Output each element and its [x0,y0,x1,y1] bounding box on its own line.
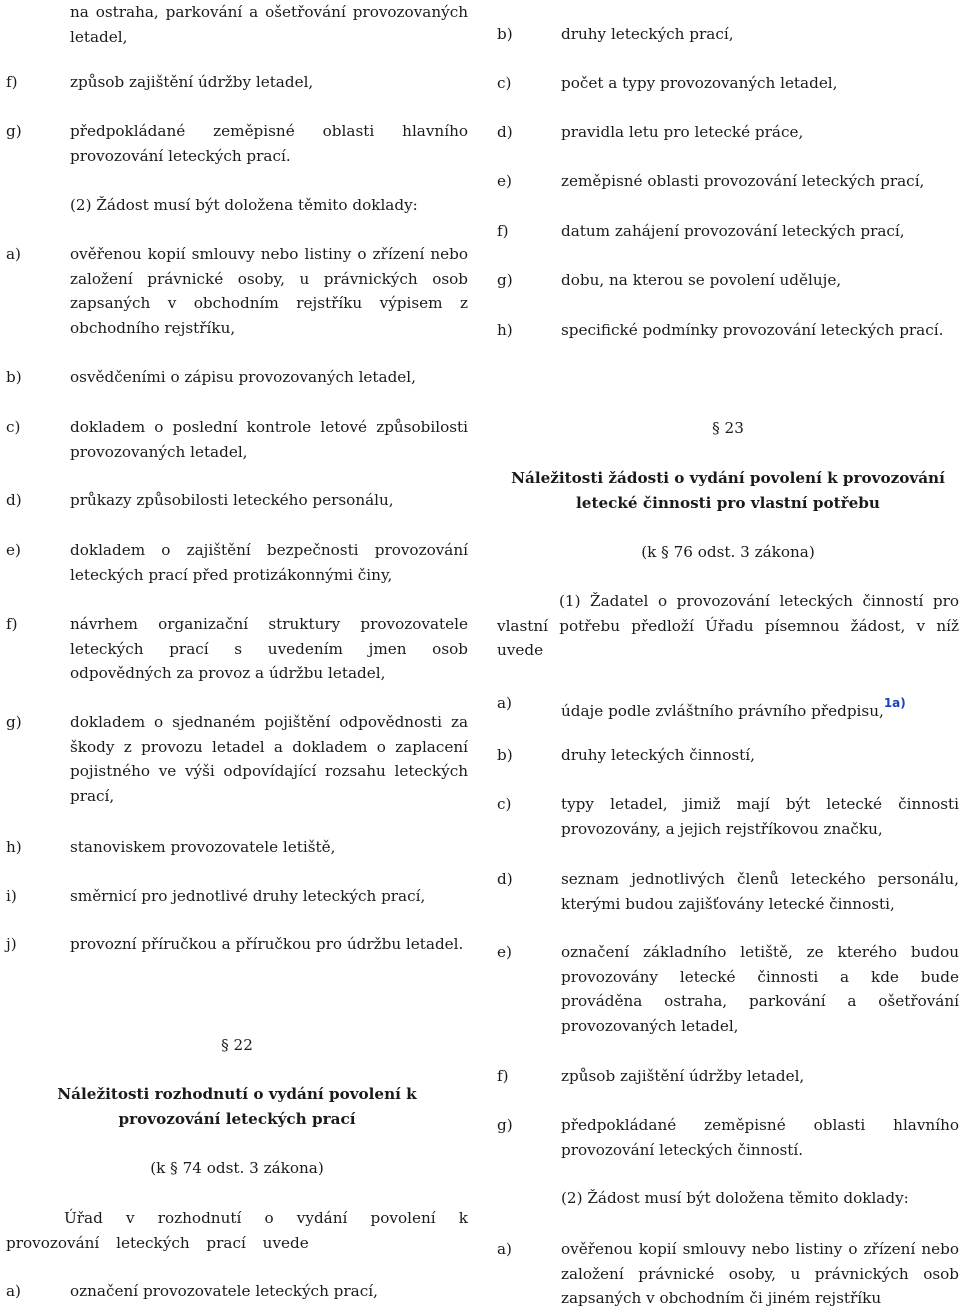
list-item [497,1064,959,1089]
list-item-letter: g) [497,271,513,289]
list-item [6,488,468,513]
list-item [6,538,468,587]
list-item-text: seznam jednotlivých členů leteckého personálu, kterými budou zajišťovány letecké činnosti, [561,870,959,913]
list-item-text: dobu, na kterou se povolení uděluje, [561,271,842,289]
list-item-letter: f) [6,73,18,91]
list-item [497,867,959,916]
list-item-text: počet a typy provozovaných letadel, [561,74,838,92]
list-item-text: označení základního letiště, ze kterého budou provozovány letecké činnosti a kde bude prováděna ostraha, parkování a ošetřování provozovaných letadel, [561,943,959,1035]
list-item-letter: c) [6,418,21,436]
list-item [6,710,468,808]
list-item-text: předpokládané zeměpisné oblasti hlavního provozování leteckých prací. [70,122,468,165]
list-item-letter: b) [6,368,22,386]
list-item-text: typy letadel, jimiž mají být letecké činnosti provozovány, a jejich rejstříkovou značku, [561,795,959,838]
list-item-text: způsob zajištění údržby letadel, [70,73,314,91]
footnote-reference[interactable]: 1a) [883,696,906,710]
list-item-letter: f) [6,615,18,633]
list-item-letter: b) [497,25,513,43]
list-item [497,120,959,145]
list-item-text: na ostraha, parkování a ošetřování provozovaných letadel, [70,3,468,46]
list-item-text: datum zahájení provozování leteckých prací, [561,222,905,240]
list-item [497,1237,959,1311]
list-item-text: osvědčeními o zápisu provozovaných letadel, [70,368,416,386]
list-item [497,169,959,194]
list-item-text [561,691,959,724]
list-item [6,932,468,957]
list-item [497,219,959,244]
list-item [497,71,959,96]
list-item [497,743,959,768]
list-item-letter: a) [6,1282,21,1300]
list-item [6,835,468,860]
list-item [497,268,959,293]
list-item-text: označení provozovatele leteckých prací, [70,1282,378,1300]
list-item-text-body: údaje podle zvláštního právního předpisu, [561,702,884,720]
list-item-continued [6,0,468,49]
list-item-letter: d) [497,123,513,141]
list-item-letter: g) [6,122,22,140]
list-item [6,365,468,390]
list-item-letter: a) [497,694,512,712]
list-item-letter: f) [497,1067,509,1085]
list-item [497,22,959,47]
list-item-letter: e) [497,943,512,961]
list-item-letter: h) [497,321,513,339]
list-item [497,792,959,841]
list-item-text: zeměpisné oblasti provozování leteckých prací, [561,172,925,190]
list-item-letter: g) [497,1116,513,1134]
list-item-text: pravidla letu pro letecké práce, [561,123,804,141]
list-item [6,119,468,168]
list-item-letter: i) [6,887,17,905]
list-item-text: druhy leteckých činností, [561,746,755,764]
section-reference: (k § 76 odst. 3 zákona) [641,543,815,561]
list-item-letter: g) [6,713,22,731]
list-item [6,612,468,686]
list-item-text: ověřenou kopií smlouvy nebo listiny o zřízení nebo založení právnické osoby, u právnických osob zapsaných v obchodním rejstříku výpisem z obchodního rejstříku, [70,245,468,337]
list-item-text: specifické podmínky provozování leteckých prací. [561,321,944,339]
list-item [6,242,468,340]
list-item-letter: a) [497,1240,512,1258]
list-item-letter: d) [497,870,513,888]
section-title: Náležitosti rozhodnutí o vydání povolení k provozování leteckých prací [57,1085,417,1128]
list-item-text: ověřenou kopií smlouvy nebo listiny o zřízení nebo založení právnické osoby, u právnických osob zapsaných v obchodním či jiném rejstříku [561,1240,959,1307]
list-item [497,940,959,1038]
list-item [6,70,468,95]
list-item-text: druhy leteckých prací, [561,25,734,43]
list-item-letter: c) [497,795,512,813]
list-item [6,884,468,909]
list-item-text: průkazy způsobilosti leteckého personálu, [70,491,394,509]
list-item-letter: c) [497,74,512,92]
list-item-text: směrnicí pro jednotlivé druhy leteckých prací, [70,887,426,905]
list-item-text: dokladem o zajištění bezpečnosti provozování leteckých prací před protizákonnými činy, [70,541,468,584]
list-item-text: stanoviskem provozovatele letiště, [70,838,336,856]
section-reference: (k § 74 odst. 3 zákona) [150,1159,324,1177]
paragraph-1: (1) Žadatel o provozování leteckých činností pro vlastní potřebu předloží Úřadu písemnou žádost, v níž uvede [497,592,959,659]
section-title: Náležitosti žádosti o vydání povolení k provozování letecké činnosti pro vlastní potřebu [511,469,945,512]
list-item-text: dokladem o poslední kontrole letové způsobilosti provozovaných letadel, [70,418,468,461]
list-item [6,1279,468,1304]
list-item-letter: a) [6,245,21,263]
section-number: § 22 [221,1036,253,1054]
section-intro: Úřad v rozhodnutí o vydání povolení k provozování leteckých prací uvede [6,1209,468,1252]
list-item-text: provozní příručkou a příručkou pro údržbu letadel. [70,935,464,953]
list-item [497,691,959,724]
section-number: § 23 [712,419,744,437]
list-item [497,318,959,343]
paragraph-2: (2) Žádost musí být doložena těmito doklady: [70,196,418,214]
list-item-letter: h) [6,838,22,856]
list-item [6,415,468,464]
list-item-text: návrhem organizační struktury provozovatele leteckých prací s uvedením jmen osob odpovědných za provoz a údržbu letadel, [70,615,468,682]
list-item-text: předpokládané zeměpisné oblasti hlavního provozování leteckých činností. [561,1116,959,1159]
list-item-letter: e) [6,541,21,559]
paragraph-2: (2) Žádost musí být doložena těmito doklady: [561,1189,909,1207]
list-item-letter: d) [6,491,22,509]
list-item-text: způsob zajištění údržby letadel, [561,1067,805,1085]
list-item-letter: j) [6,935,17,953]
list-item-letter: e) [497,172,512,190]
list-item-letter: b) [497,746,513,764]
list-item-letter: f) [497,222,509,240]
list-item-text: dokladem o sjednaném pojištění odpovědnosti za škody z provozu letadel a dokladem o zaplacení pojistného ve výši odpovídající rozsahu leteckých prací, [70,713,468,805]
list-item [497,1113,959,1162]
